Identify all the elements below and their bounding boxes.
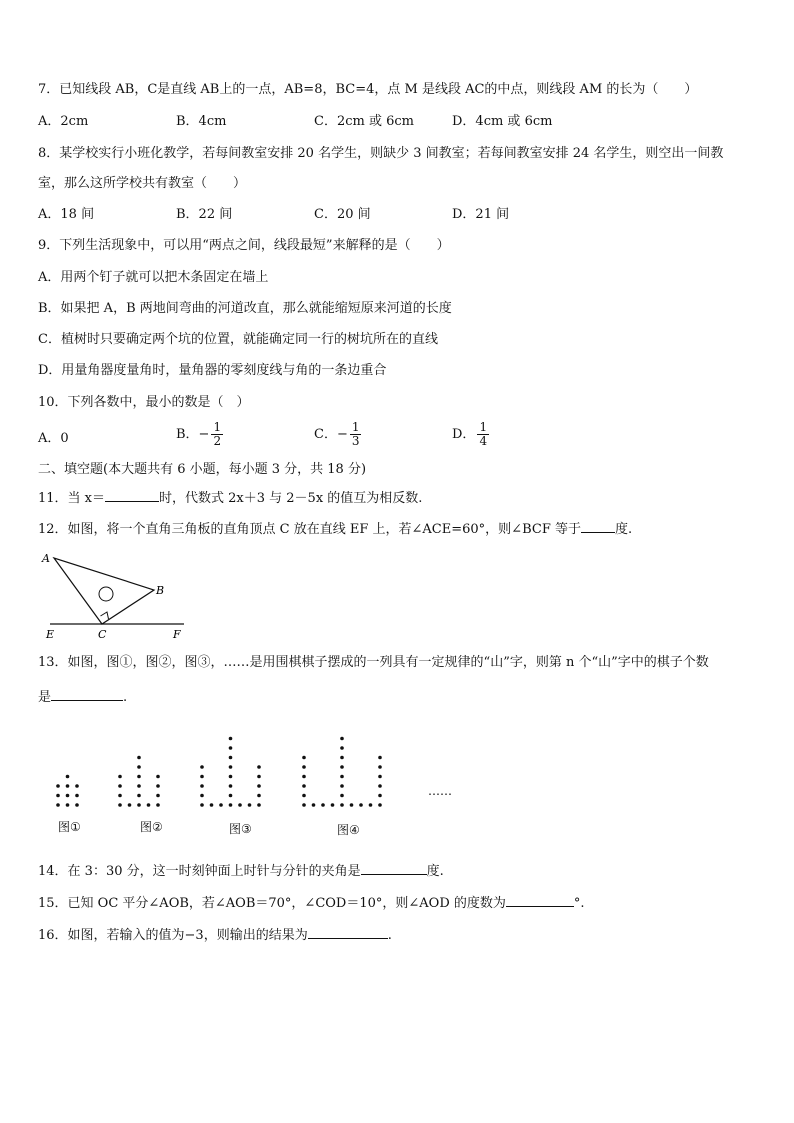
label-a: A xyxy=(42,552,50,565)
pebble-dot xyxy=(331,803,335,807)
pebble-dot xyxy=(137,775,141,779)
pebble-dot xyxy=(229,775,233,779)
pebble-dot xyxy=(200,784,204,788)
pebble-dot xyxy=(219,803,223,807)
q9-option-c: C．植树时只要确定两个坑的位置，就能确定同一行的树坑所在的直线 xyxy=(38,332,438,347)
q8-option-b: B．22 间 xyxy=(176,207,233,222)
pebble-dot xyxy=(229,803,233,807)
pebble-dot xyxy=(378,765,382,769)
q15-stem-pre: 15．已知 OC 平分∠AOB，若∠AOB＝70°，∠COD＝10°，则∠AOD 的度数为 xyxy=(38,896,506,911)
q7-option-d: D．4cm 或 6cm xyxy=(452,114,553,129)
pebble-dot xyxy=(229,746,233,750)
label-b: B xyxy=(156,584,165,597)
pebble-dot xyxy=(147,803,151,807)
q16-stem-pre: 16．如图，若输入的值为−3，则输出的结果为 xyxy=(38,928,308,943)
pebble-dot xyxy=(302,765,306,769)
q12-stem-post: 度. xyxy=(614,522,633,537)
figure-3-label: 图③ xyxy=(229,822,252,836)
pebble-dot xyxy=(66,803,70,807)
pebble-dot xyxy=(210,803,214,807)
pebble-dot xyxy=(378,775,382,779)
pebble-dot xyxy=(248,803,252,807)
pebble-dot xyxy=(229,794,233,798)
pebble-dot xyxy=(128,803,132,807)
q12-answer-blank[interactable] xyxy=(581,519,615,533)
pebble-dot xyxy=(75,794,79,798)
q14-stem xyxy=(38,861,444,881)
q12-stem-pre: 12．如图，将一个直角三角板的直角顶点 C 放在直线 EF 上，若∠ACE=60°，则∠BCF 等于 xyxy=(38,522,581,537)
pebble-dot xyxy=(137,784,141,788)
pebble-dot xyxy=(302,775,306,779)
pebble-dot xyxy=(118,784,122,788)
triangle-hole xyxy=(99,587,113,601)
q10-option-a: A．0 xyxy=(38,431,69,446)
pebble-dot xyxy=(66,794,70,798)
pebble-dot xyxy=(378,756,382,760)
pebble-dot xyxy=(229,756,233,760)
q15-stem xyxy=(38,893,585,913)
q7-option-c: C．2cm 或 6cm xyxy=(314,114,414,129)
pebble-dot xyxy=(378,803,382,807)
q11-stem-post: 时，代数式 2x＋3 与 2－5x 的值互为相反数. xyxy=(159,491,423,506)
pebble-dot xyxy=(340,775,344,779)
q14-stem-post: 度. xyxy=(426,864,444,879)
pebble-dot xyxy=(200,775,204,779)
q7-option-b: B．4cm xyxy=(176,114,227,129)
q10-option-b xyxy=(176,421,223,448)
q10-option-d-fraction xyxy=(477,421,489,448)
q10-option-c-prefix: C．− xyxy=(314,427,348,442)
pebble-dot xyxy=(118,775,122,779)
q16-stem xyxy=(38,925,392,945)
q9-option-a: A．用两个钉子就可以把木条固定在墙上 xyxy=(38,270,269,285)
pebble-dot xyxy=(257,784,261,788)
q10-option-c xyxy=(314,421,361,448)
pebble-dot xyxy=(340,784,344,788)
q8-option-c: C．20 间 xyxy=(314,207,371,222)
q8-stem-line2: 室，那么这所学校共有教室（ ） xyxy=(38,176,247,191)
pebble-dot xyxy=(200,794,204,798)
q7-stem: 7．已知线段 AB，C是直线 AB上的一点，AB=8，BC=4，点 M 是线段 AC的中点，则线段 AM 的长为（ ） xyxy=(38,82,698,97)
pebble-dot xyxy=(340,765,344,769)
section-2-heading: 二、填空题(本大题共有 6 小题，每小题 3 分，共 18 分) xyxy=(38,462,367,477)
figure-1-label: 图① xyxy=(58,820,81,834)
fraction-numerator: 1 xyxy=(213,420,222,434)
q16-stem-post: . xyxy=(387,928,392,943)
pebble-dot xyxy=(369,803,373,807)
pebble-dot xyxy=(137,803,141,807)
pebble-dot xyxy=(302,784,306,788)
q13-stem-line2 xyxy=(38,687,127,707)
pebble-dot xyxy=(200,803,204,807)
pebble-dot xyxy=(340,803,344,807)
pebble-dot xyxy=(200,765,204,769)
pebble-dot xyxy=(321,803,325,807)
q10-option-d xyxy=(452,421,489,448)
pebble-dot xyxy=(302,756,306,760)
figure-ellipsis: …… xyxy=(428,784,452,798)
label-f: F xyxy=(173,628,181,641)
pebble-dot xyxy=(340,794,344,798)
pebble-dot xyxy=(257,765,261,769)
pebble-dot xyxy=(118,803,122,807)
q13-stem-line1: 13．如图，图①，图②，图③，……是用围棋棋子摆成的一列具有一定规律的“山”字，则第 n 个“山”字中的棋子个数 xyxy=(38,655,709,670)
pebble-dot xyxy=(229,784,233,788)
q15-stem-post: °. xyxy=(573,896,585,911)
pebble-dot xyxy=(229,765,233,769)
q12-stem xyxy=(38,519,632,539)
pebble-dot xyxy=(312,803,316,807)
q12-triangle-figure xyxy=(36,548,196,644)
figure-4-label: 图④ xyxy=(337,823,360,837)
pebble-dot xyxy=(257,803,261,807)
pebble-dot xyxy=(137,765,141,769)
label-c: C xyxy=(98,628,107,641)
pebble-dot xyxy=(378,784,382,788)
pebble-dot xyxy=(156,803,160,807)
right-angle-mark xyxy=(101,612,109,619)
pebble-dot xyxy=(156,794,160,798)
pebble-dot xyxy=(75,784,79,788)
pebble-dot xyxy=(66,784,70,788)
fraction-denominator: 4 xyxy=(479,434,488,448)
q15-answer-blank[interactable] xyxy=(506,893,574,907)
pebble-dot xyxy=(66,775,70,779)
label-e: E xyxy=(46,628,55,641)
q8-option-a: A．18 间 xyxy=(38,207,95,222)
pebble-dot xyxy=(137,794,141,798)
pebble-dot xyxy=(156,784,160,788)
fraction-numerator: 1 xyxy=(351,420,360,434)
q11-answer-blank[interactable] xyxy=(105,488,159,502)
q10-option-d-prefix: D． xyxy=(452,427,476,442)
q16-answer-blank[interactable] xyxy=(308,925,388,939)
q7-option-a: A．2cm xyxy=(38,114,89,129)
q9-option-d: D．用量角器度量角时，量角器的零刻度线与角的一条边重合 xyxy=(38,363,387,378)
pebble-dot xyxy=(302,803,306,807)
pebble-dot xyxy=(56,803,60,807)
pebble-dot xyxy=(257,775,261,779)
pebble-dot xyxy=(302,794,306,798)
pebble-dot xyxy=(340,756,344,760)
q14-answer-blank[interactable] xyxy=(361,861,427,875)
pebble-dot xyxy=(56,794,60,798)
shan-figure-2 xyxy=(118,756,160,807)
pebble-dot xyxy=(156,775,160,779)
pebble-dot xyxy=(229,737,233,741)
q8-option-d: D．21 间 xyxy=(452,207,510,222)
pebble-dot xyxy=(257,794,261,798)
pebble-dot xyxy=(56,784,60,788)
shan-figure-4 xyxy=(302,735,382,807)
fraction-numerator: 1 xyxy=(479,420,488,434)
pebble-dot xyxy=(350,803,354,807)
q13-shan-figures xyxy=(40,735,480,815)
q10-option-b-prefix: B．− xyxy=(176,427,210,442)
q11-stem-pre: 11．当 x＝ xyxy=(38,491,106,506)
pebble-dot xyxy=(137,756,141,760)
fraction-denominator: 2 xyxy=(213,434,222,448)
q10-stem: 10．下列各数中，最小的数是（ ） xyxy=(38,395,250,410)
pebble-dot xyxy=(75,803,79,807)
q13-stem-post: . xyxy=(123,690,128,705)
q13-answer-blank[interactable] xyxy=(51,687,123,701)
q8-stem-line1: 8．某学校实行小班化教学，若每间教室安排 20 名学生，则缺少 3 间教室；若每间教室安排 24 名学生，则空出一间教 xyxy=(38,146,724,161)
figure-2-label: 图② xyxy=(140,820,163,834)
pebble-dot xyxy=(118,794,122,798)
q9-option-b: B．如果把 A，B 两地间弯曲的河道改直，那么就能缩短原来河道的长度 xyxy=(38,301,452,316)
q10-option-b-fraction xyxy=(211,421,223,448)
q13-stem-pre: 是 xyxy=(38,690,52,705)
shan-figure-3 xyxy=(200,737,261,807)
q11-stem xyxy=(38,488,422,508)
pebble-dot xyxy=(238,803,242,807)
pebble-dot xyxy=(359,803,363,807)
pebble-dot xyxy=(378,794,382,798)
q9-stem: 9．下列生活现象中，可以用“两点之间，线段最短”来解释的是（ ） xyxy=(38,238,450,253)
q14-stem-pre: 14．在 3：30 分，这一时刻钟面上时针与分针的夹角是 xyxy=(38,864,361,879)
q10-option-c-fraction xyxy=(350,421,362,448)
fraction-denominator: 3 xyxy=(351,434,360,448)
pebble-dot xyxy=(340,746,344,750)
pebble-dot xyxy=(340,737,344,741)
shan-figure-1 xyxy=(56,775,79,807)
